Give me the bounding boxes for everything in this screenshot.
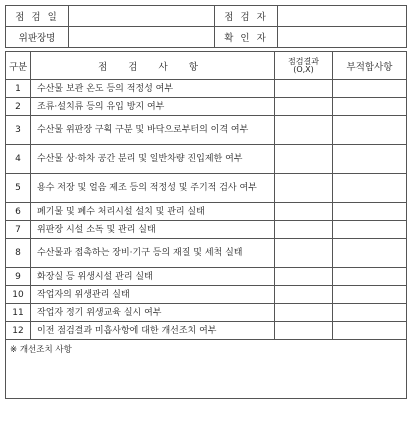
row-item: 수산물과 접촉하는 장비·기구 등의 재질 및 세척 실태	[31, 239, 275, 268]
table-row	[6, 221, 407, 239]
row-result-cell[interactable]	[275, 145, 333, 174]
row-result-cell[interactable]	[275, 116, 333, 145]
row-result-cell[interactable]	[275, 98, 333, 116]
table-row	[6, 174, 407, 203]
header-table	[5, 5, 407, 48]
table-row	[6, 286, 407, 304]
row-item: 조류·설치류 등의 유입 방지 여부	[31, 98, 275, 116]
row-item: 수산물 상·하차 공간 분리 및 일반차량 진입제한 여부	[31, 145, 275, 174]
date-label: 점 검 일	[6, 6, 69, 27]
inspector-field[interactable]	[278, 6, 407, 27]
row-no: 2	[6, 98, 31, 116]
row-no: 8	[6, 239, 31, 268]
row-no: 6	[6, 203, 31, 221]
row-nonconformity-cell[interactable]	[333, 174, 407, 203]
inspector-label: 점 검 자	[215, 6, 278, 27]
row-nonconformity-cell[interactable]	[333, 203, 407, 221]
row-item: 이전 점검결과 미흡사항에 대한 개선조치 여부	[31, 322, 275, 340]
row-no: 11	[6, 304, 31, 322]
row-no: 7	[6, 221, 31, 239]
row-item: 수산물 위판장 구획 구분 및 바닥으로부터의 이격 여부	[31, 116, 275, 145]
table-row	[6, 80, 407, 98]
result-header-line1: 점검결과	[288, 56, 319, 66]
result-header-line2: (O,X)	[293, 64, 314, 74]
checker-label: 확 인 자	[215, 27, 278, 48]
table-row	[6, 239, 407, 268]
table-row	[6, 304, 407, 322]
inspection-checklist	[5, 5, 406, 399]
row-item: 수산물 보관 온도 등의 적정성 여부	[31, 80, 275, 98]
table-row	[6, 145, 407, 174]
row-nonconformity-cell[interactable]	[333, 304, 407, 322]
column-item-header: 점 검 사 항	[31, 52, 275, 80]
row-item: 위판장 시설 소독 및 관리 실태	[31, 221, 275, 239]
improvement-notes-row	[6, 340, 407, 399]
column-result-header	[275, 52, 333, 80]
row-nonconformity-cell[interactable]	[333, 239, 407, 268]
row-result-cell[interactable]	[275, 239, 333, 268]
row-result-cell[interactable]	[275, 304, 333, 322]
row-no: 5	[6, 174, 31, 203]
row-item: 용수 저장 및 얼음 제조 등의 적정성 및 주기적 검사 여부	[31, 174, 275, 203]
row-nonconformity-cell[interactable]	[333, 98, 407, 116]
checker-field[interactable]	[278, 27, 407, 48]
table-row	[6, 203, 407, 221]
row-result-cell[interactable]	[275, 221, 333, 239]
facility-label: 위판장명	[6, 27, 69, 48]
row-nonconformity-cell[interactable]	[333, 221, 407, 239]
row-result-cell[interactable]	[275, 268, 333, 286]
row-item: 작업자의 위생관리 실태	[31, 286, 275, 304]
table-row	[6, 268, 407, 286]
table-row	[6, 98, 407, 116]
row-no: 1	[6, 80, 31, 98]
row-no: 9	[6, 268, 31, 286]
row-no: 3	[6, 116, 31, 145]
row-nonconformity-cell[interactable]	[333, 322, 407, 340]
row-no: 12	[6, 322, 31, 340]
row-nonconformity-cell[interactable]	[333, 145, 407, 174]
improvement-notes-label: ※ 개선조치 사항	[10, 345, 72, 355]
table-row	[6, 116, 407, 145]
row-result-cell[interactable]	[275, 203, 333, 221]
column-nonconformity-header: 부적합사항	[333, 52, 407, 80]
column-no-header: 구분	[6, 52, 31, 80]
row-result-cell[interactable]	[275, 322, 333, 340]
row-item: 폐기물 및 폐수 처리시설 설치 및 관리 실태	[31, 203, 275, 221]
row-nonconformity-cell[interactable]	[333, 80, 407, 98]
row-no: 10	[6, 286, 31, 304]
row-item: 화장실 등 위생시설 관리 실태	[31, 268, 275, 286]
checklist-table	[5, 51, 407, 399]
table-row	[6, 322, 407, 340]
row-nonconformity-cell[interactable]	[333, 268, 407, 286]
row-result-cell[interactable]	[275, 80, 333, 98]
date-field[interactable]	[69, 6, 215, 27]
improvement-notes-cell[interactable]	[6, 340, 407, 399]
row-no: 4	[6, 145, 31, 174]
facility-field[interactable]	[69, 27, 215, 48]
row-item: 작업자 정기 위생교육 실시 여부	[31, 304, 275, 322]
row-result-cell[interactable]	[275, 286, 333, 304]
row-nonconformity-cell[interactable]	[333, 286, 407, 304]
row-result-cell[interactable]	[275, 174, 333, 203]
row-nonconformity-cell[interactable]	[333, 116, 407, 145]
